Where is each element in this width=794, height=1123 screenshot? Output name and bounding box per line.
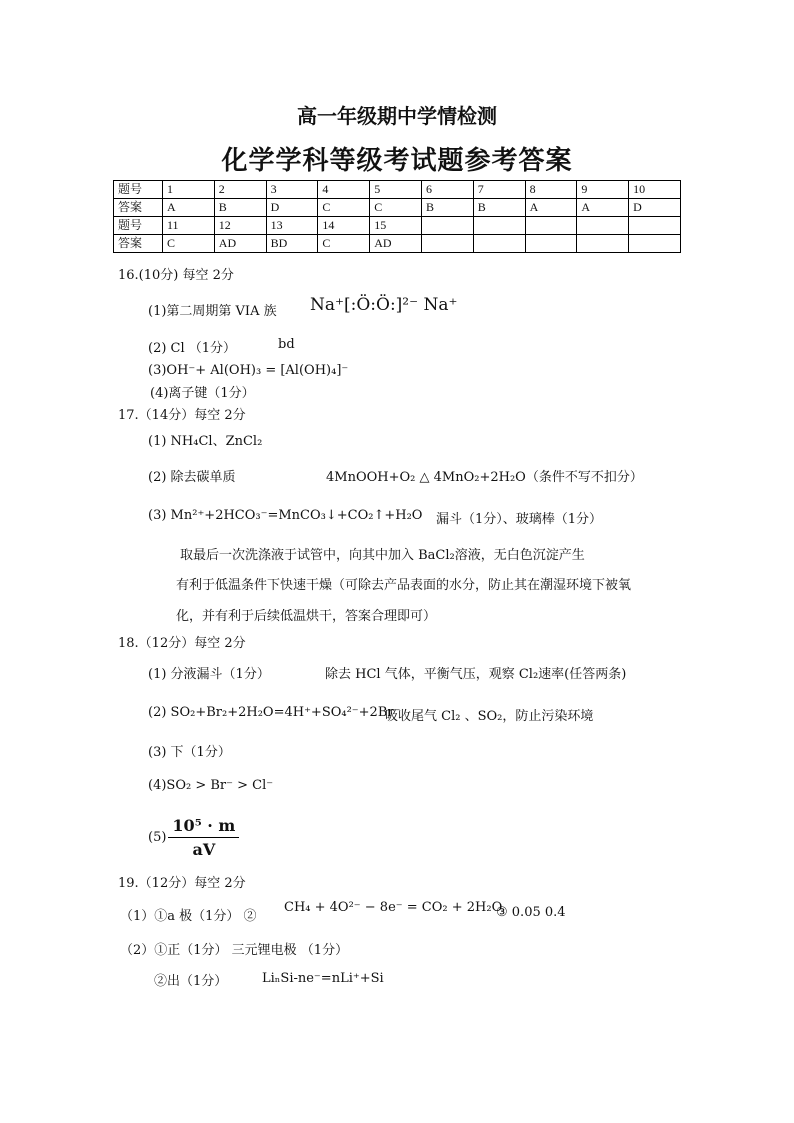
q16-answer-1: (1)第二周期第 VIA 族	[148, 304, 277, 319]
q18-answer-2: (2) SO₂+Br₂+2H₂O=4H⁺+SO₄²⁻+2Br⁻	[148, 705, 401, 720]
q16-heading: 16.(10分) 每空 2分	[118, 268, 234, 283]
table-cell: 13	[266, 217, 318, 235]
table-cell: 题号	[114, 181, 163, 199]
table-cell	[629, 235, 681, 253]
q16-answer-2b: bd	[278, 337, 295, 352]
table-cell: 8	[525, 181, 577, 199]
table-cell: AD	[370, 235, 422, 253]
q19-answer-2: （2）①正（1分） 三元锂电极 （1分）	[120, 943, 349, 958]
q19-equation-2: LiₙSi-ne⁻=nLi⁺+Si	[262, 971, 384, 986]
q18-answer-5	[148, 816, 239, 859]
q18-answer-1: (1) 分液漏斗（1分）	[148, 667, 270, 682]
q19-heading: 19.（12分）每空 2分	[118, 876, 246, 891]
q16-answer-2: (2) Cl （1分）	[148, 341, 237, 356]
table-cell: 10	[629, 181, 681, 199]
q17-explanation-line-1: 取最后一次洗涤液于试管中，向其中加入 BaCl₂溶液，无白色沉淀产生	[180, 548, 585, 563]
table-row	[114, 235, 681, 253]
q18-answer-2b: 吸收尾气 Cl₂ 、SO₂，防止污染环境	[385, 709, 594, 724]
q19-equation: CH₄ + 4O²⁻ − 8e⁻ = CO₂ + 2H₂O	[284, 900, 503, 915]
table-cell: C	[370, 199, 422, 217]
q17-equation-1: 4MnOOH+O₂ △ 4MnO₂+2H₂O（条件不写不扣分）	[326, 470, 643, 485]
table-cell: 答案	[114, 235, 163, 253]
table-cell	[421, 235, 473, 253]
table-cell: C	[318, 199, 370, 217]
table-cell	[421, 217, 473, 235]
table-cell: 11	[163, 217, 215, 235]
table-cell: D	[266, 199, 318, 217]
q18-answer-3: (3) 下（1分）	[148, 745, 231, 760]
table-row	[114, 217, 681, 235]
q16-answer-4: (4)离子键（1分）	[150, 386, 255, 401]
table-cell: B	[473, 199, 525, 217]
q17-answer-3b: 漏斗（1分）、玻璃棒（1分）	[436, 512, 603, 527]
table-cell	[473, 235, 525, 253]
table-cell: D	[629, 199, 681, 217]
table-cell: 12	[214, 217, 266, 235]
q17-answer-1: (1) NH₄Cl、ZnCl₂	[148, 434, 263, 449]
q18-answer-4: (4)SO₂ > Br⁻ > Cl⁻	[148, 778, 274, 793]
table-cell: 7	[473, 181, 525, 199]
fraction-numerator: 10⁵ · m	[168, 816, 239, 838]
fraction	[168, 816, 239, 859]
table-cell: B	[214, 199, 266, 217]
table-cell: BD	[266, 235, 318, 253]
table-cell: 14	[318, 217, 370, 235]
table-cell: 1	[163, 181, 215, 199]
q19-answer-3: ②出（1分）	[154, 974, 228, 989]
q18-heading: 18.（12分）每空 2分	[118, 636, 246, 651]
q19-answer-1c: ③ 0.05 0.4	[496, 905, 566, 920]
table-cell: 6	[421, 181, 473, 199]
q18-answer-5-label: (5)	[148, 830, 167, 845]
document-subtitle: 化学学科等级考试题参考答案	[221, 146, 573, 176]
q19-answer-1: （1）①a 极（1分） ②	[120, 909, 257, 924]
table-cell: C	[163, 235, 215, 253]
table-cell	[577, 235, 629, 253]
table-cell: 2	[214, 181, 266, 199]
document-title: 高一年级期中学情检测	[297, 104, 497, 128]
table-cell: AD	[214, 235, 266, 253]
table-cell: A	[525, 199, 577, 217]
q17-explanation-line-2: 有利于低温条件下快速干燥（可除去产品表面的水分，防止其在潮湿环境下被氧	[176, 578, 632, 593]
table-cell: A	[577, 199, 629, 217]
q16-electron-formula: Na⁺[:Ö:Ö:]²⁻ Na⁺	[310, 295, 458, 315]
table-cell: 5	[370, 181, 422, 199]
table-cell	[473, 217, 525, 235]
table-cell: 3	[266, 181, 318, 199]
fraction-denominator: aV	[192, 840, 216, 859]
table-cell	[577, 217, 629, 235]
table-cell: B	[421, 199, 473, 217]
table-cell	[525, 217, 577, 235]
table-cell: 4	[318, 181, 370, 199]
table-cell: C	[318, 235, 370, 253]
table-cell	[629, 217, 681, 235]
table-cell: 题号	[114, 217, 163, 235]
q17-answer-3: (3) Mn²⁺+2HCO₃⁻=MnCO₃↓+CO₂↑+H₂O	[148, 508, 423, 523]
table-row	[114, 181, 681, 199]
table-cell: 9	[577, 181, 629, 199]
table-cell: A	[163, 199, 215, 217]
q16-answer-3: (3)OH⁻+ Al(OH)₃ = [Al(OH)₄]⁻	[148, 363, 349, 378]
table-cell: 答案	[114, 199, 163, 217]
q17-explanation-line-3: 化，并有利于后续低温烘干，答案合理即可）	[176, 609, 437, 624]
table-row	[114, 199, 681, 217]
answer-table	[113, 180, 681, 253]
table-cell	[525, 235, 577, 253]
table-cell: 15	[370, 217, 422, 235]
q17-heading: 17.（14分）每空 2分	[118, 408, 246, 423]
q17-answer-2: (2) 除去碳单质	[148, 470, 236, 485]
q18-answer-1b: 除去 HCl 气体，平衡气压，观察 Cl₂速率(任答两条)	[325, 667, 627, 682]
